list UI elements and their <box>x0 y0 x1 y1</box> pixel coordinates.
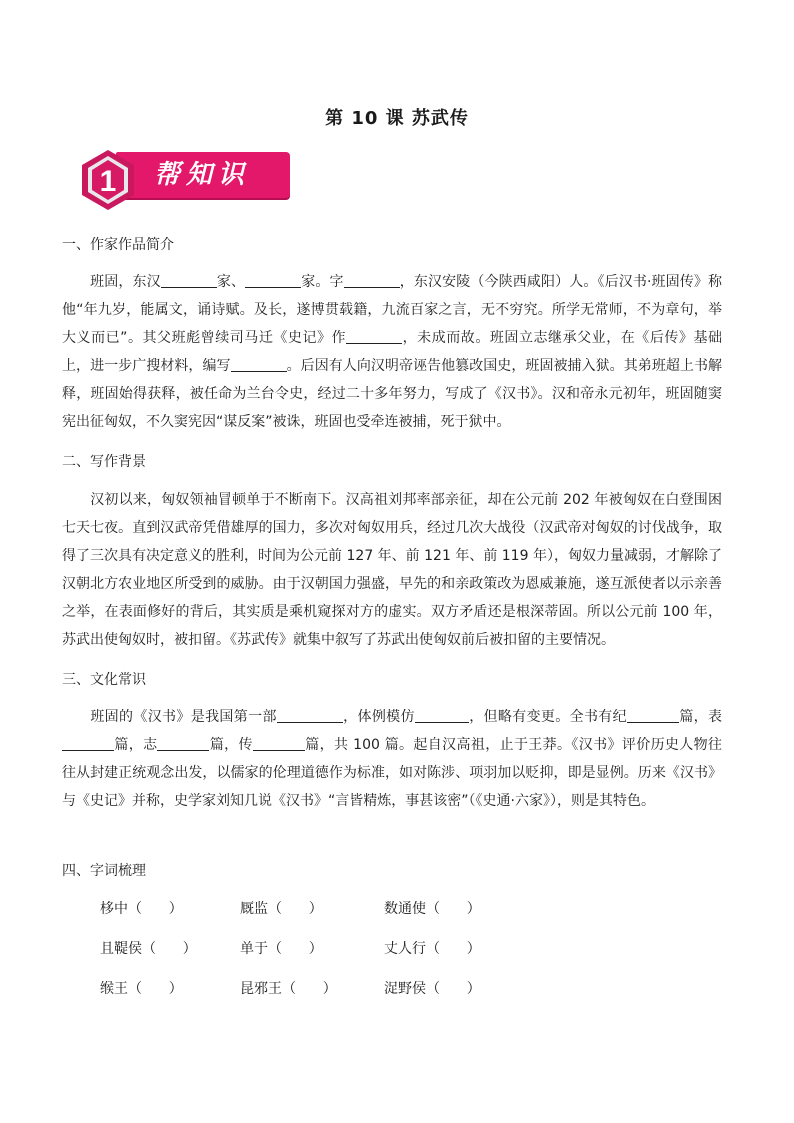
vocab-row <box>100 898 660 918</box>
section-banner <box>76 148 292 212</box>
vocab-item: 缑王（ ） <box>100 981 183 997</box>
text-run: 班固的《汉书》是我国第一部 <box>90 709 277 725</box>
vocab-row <box>100 978 660 998</box>
section-heading-3: 三、文化常识 <box>62 672 146 688</box>
text-run: 家。字 <box>301 274 344 290</box>
fill-blank[interactable] <box>277 706 343 723</box>
fill-blank[interactable] <box>231 355 287 372</box>
section-2-paragraph <box>62 486 722 654</box>
fill-blank[interactable] <box>157 734 209 751</box>
section-3-paragraph <box>62 703 722 815</box>
banner-label: 帮知识 <box>154 160 251 190</box>
banner-number: 1 <box>99 165 117 198</box>
text-run: 篇，共 100 篇。起自汉高祖，止于王莽。《汉书》评价历史人物往往从封建正统观念出发，以儒家的伦理道德作为标准，如对陈涉、项羽加以贬抑，即是显例。历来《汉书》与《史记》并称，史学家刘知几说《汉书》“言皆精炼，事甚该密”（《史通·六家》），则是其特色。 <box>62 737 723 809</box>
fill-blank[interactable] <box>346 327 402 344</box>
vocab-item: 昆邪王（ ） <box>240 981 337 997</box>
section-heading-4: 四、字词梳理 <box>62 863 146 879</box>
text-run: ，未成而故。班固立志继承父业，在《后传》基础上，进一步广搜材料，编写 <box>62 330 722 374</box>
vocab-item: 浞野侯（ ） <box>384 981 481 997</box>
text-run: 班固，东汉 <box>90 274 161 290</box>
section-heading-1: 一、作家作品简介 <box>62 237 174 253</box>
page-title: 第 10 课 苏武传 <box>325 108 469 129</box>
vocab-row <box>100 938 660 958</box>
fill-blank[interactable] <box>62 734 114 751</box>
fill-blank[interactable] <box>253 734 305 751</box>
vocab-item: 栘中（ ） <box>100 901 183 917</box>
fill-blank[interactable] <box>161 271 217 288</box>
banner-badge-icon <box>76 148 140 212</box>
vocab-item: 且鞮侯（ ） <box>100 941 197 957</box>
section-heading-2: 二、写作背景 <box>62 454 146 470</box>
text-run: ，但略有变更。全书有纪 <box>468 709 627 725</box>
fill-blank[interactable] <box>344 271 400 288</box>
fill-blank[interactable] <box>245 271 301 288</box>
vocab-item: 丈人行（ ） <box>384 941 481 957</box>
section-1-paragraph <box>62 268 722 436</box>
fill-blank[interactable] <box>415 706 469 723</box>
text-run: 篇，表 <box>679 709 723 725</box>
fill-blank[interactable] <box>627 706 679 723</box>
text-run: 。后因有人向汉明帝诬告他篡改国史，班固被捕入狱。其弟班超上书解释，班固始得获释，被任命为兰台令史，经过二十多年努力，写成了《汉书》。汉和帝永元初年，班固随窦宪出征匈奴，不久窦宪因“谋反案”被诛，班固也受牵连被捕，死于狱中。 <box>62 358 723 430</box>
text-run: ，东汉安陵（今陕西咸阳）人。《后汉书·班固传》称他“年九岁，能属文，诵诗赋。及长，遂博贯载籍，九流百家之言，无不穷究。所学无常师，不为章句，举大义而已”。其父班彪曾续司马迁《史记》作 <box>62 274 723 346</box>
text-run: 篇，志 <box>114 737 158 753</box>
vocab-item: 单于（ ） <box>240 941 323 957</box>
vocab-item: 厩监（ ） <box>240 901 323 917</box>
vocab-item: 数通使（ ） <box>384 901 481 917</box>
text-run: 篇，传 <box>209 737 253 753</box>
text-run: 汉初以来，匈奴领袖冒顿单于不断南下。汉高祖刘邦率部亲征，却在公元前 202 年被匈奴在白登围困七天七夜。直到汉武帝凭借雄厚的国力，多次对匈奴用兵，经过几次大战役（汉武帝对匈奴的讨伐战争，取得了三次具有决定意义的胜利，时间为公元前 127 年、前 121 年、前 119 年），匈奴力量减弱，才解除了汉朝北方农业地区所受到的威胁。由于汉朝国力强盛，早先的和亲政策改为恩威兼施，遂互派使者以示亲善之举，在表面修好的背后，其实质是乘机窥探对方的虚实。双方矛盾还是根深蒂固。所以公元前 100 年，苏武出使匈奴时，被扣留。《苏武传》就集中叙写了苏武出使匈奴前后被扣留的主要情况。 <box>62 492 722 648</box>
text-run: ，体例模仿 <box>342 709 415 725</box>
text-run: 家、 <box>216 274 246 290</box>
